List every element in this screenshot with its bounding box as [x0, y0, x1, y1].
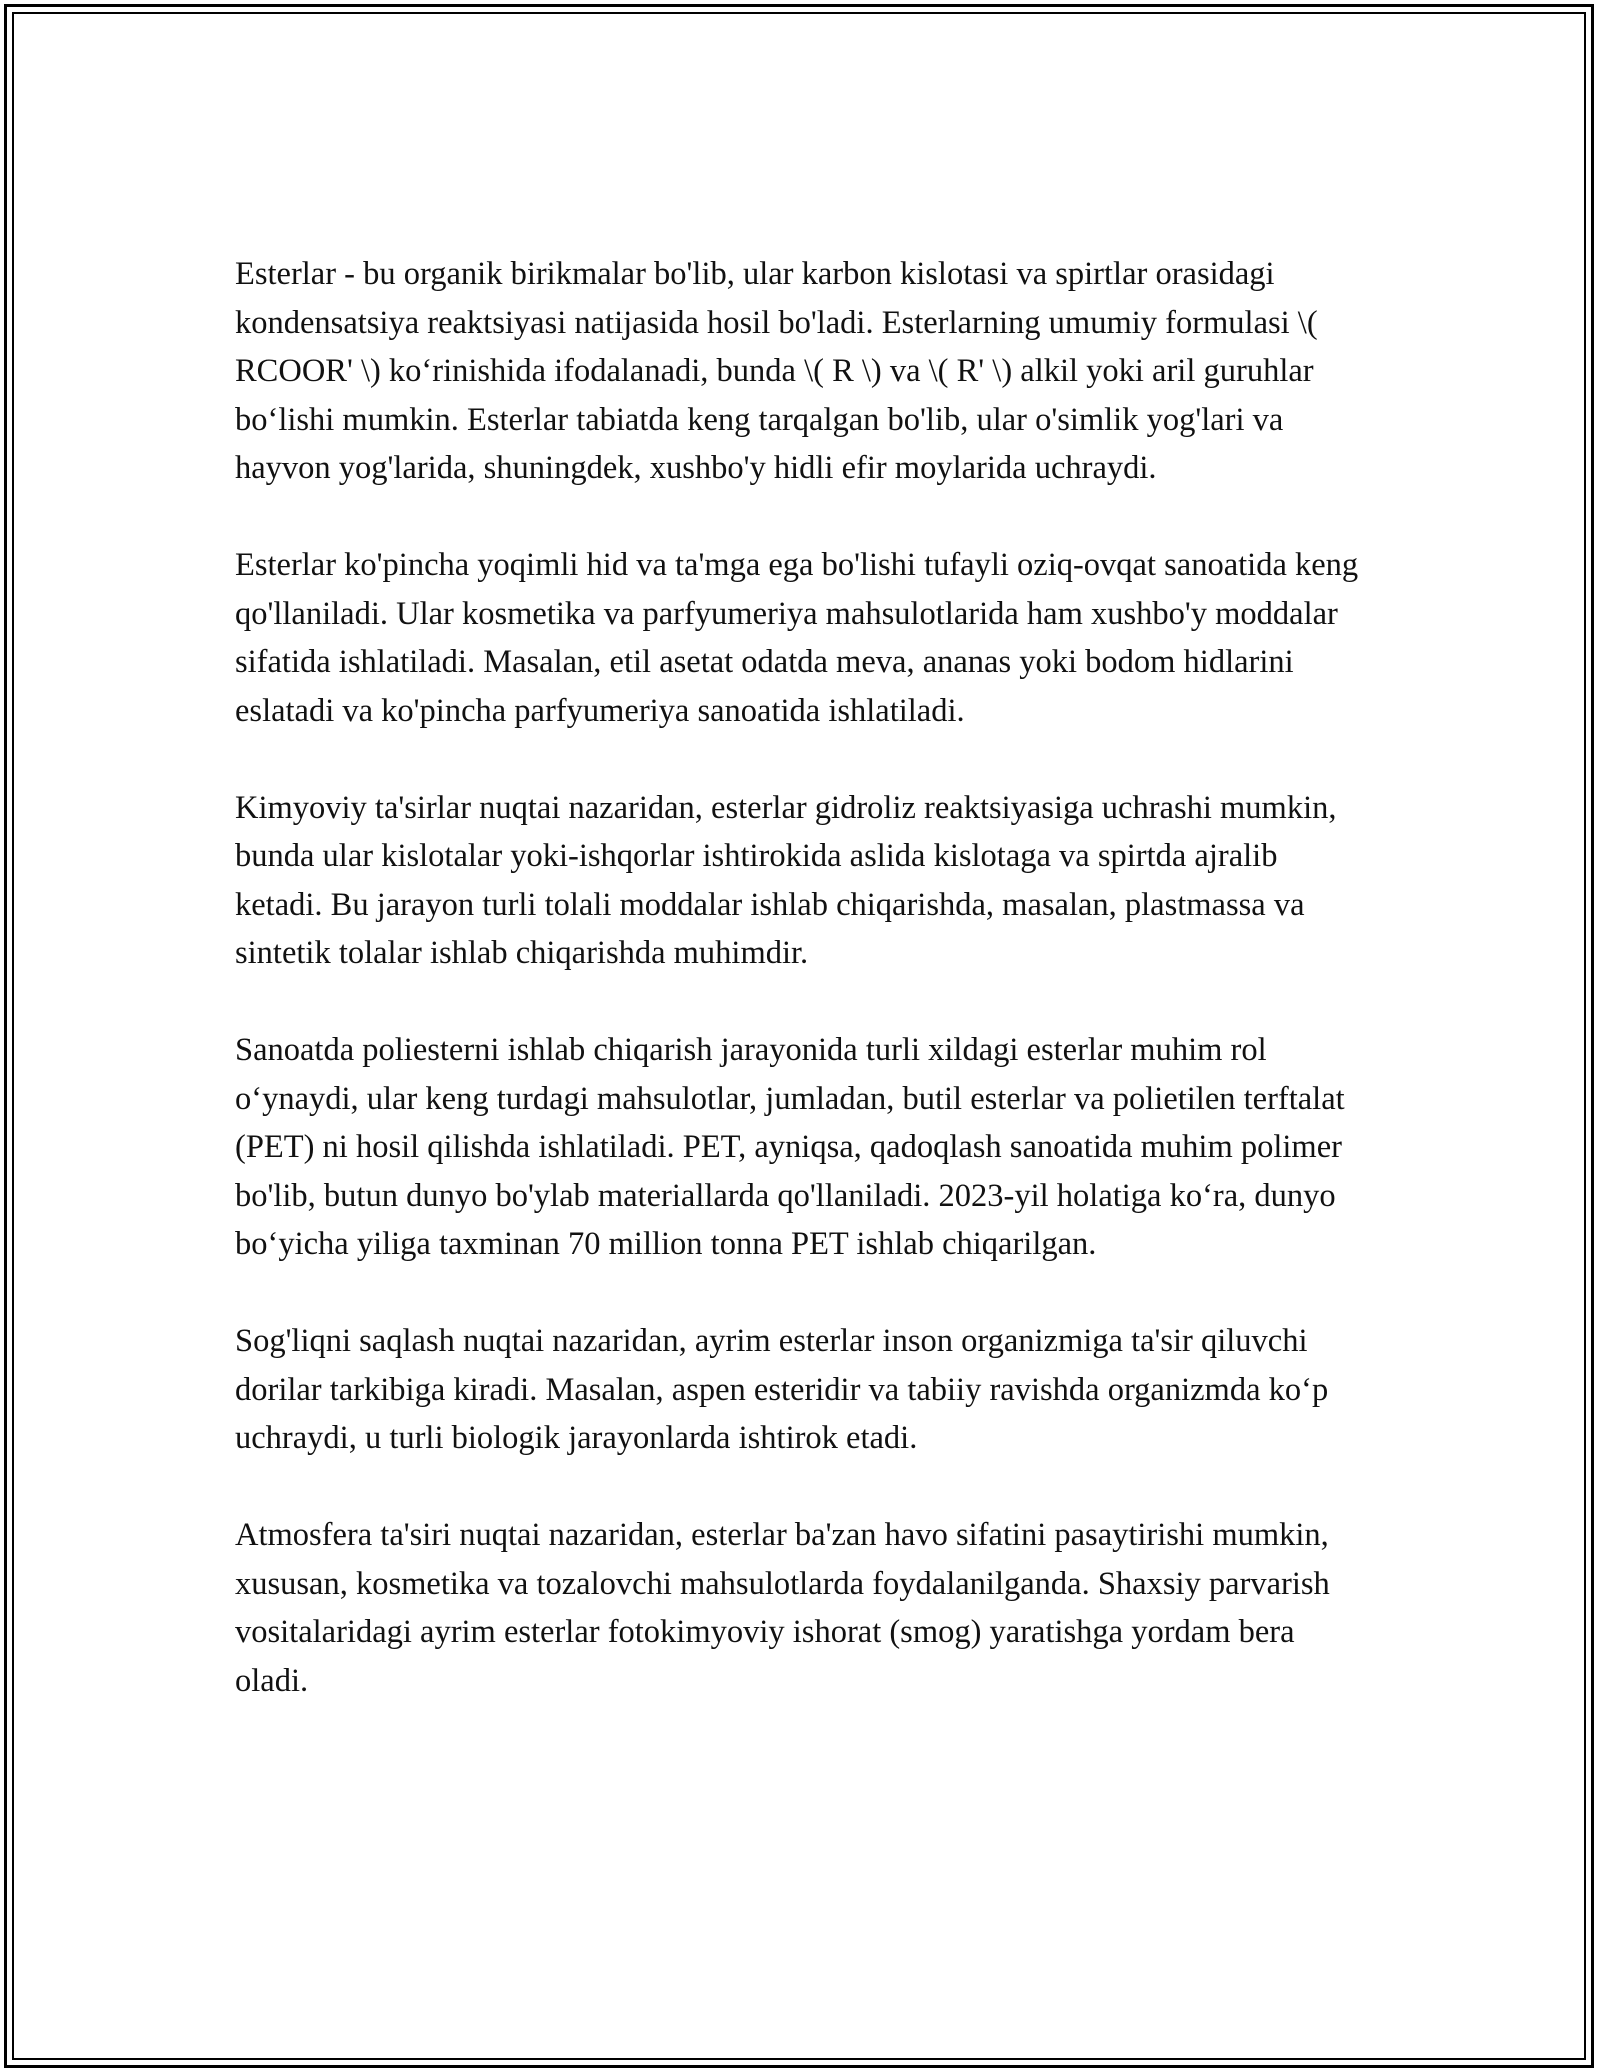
paragraph-esters-food-cosmetics: Esterlar ko'pincha yoqimli hid va ta'mga ega bo'lishi tufayli oziq-ovqat sanoatida keng qo'llaniladi. Ular kosmetika va parfyumeriya mahsulotlarida ham xushbo'y moddalar sifatida ishlatiladi. Masalan, etil asetat odatda meva, ananas yoki bodom hidlarini eslatadi va ko'pincha parfyumeriya sanoatida ishlatiladi.	[235, 547, 1359, 729]
paragraph-esters-definition: Esterlar - bu organik birikmalar bo'lib, ular karbon kislotasi va spirtlar orasidagi kondensatsiya reaktsiyasi natijasida hosil bo'ladi. Esterlarning umumiy formulasi \( RCOOR' \) ko‘rinishida ifodalanadi, bunda \( R \) va \( R' \) alkil yoki aril guruhlar bo‘lishi mumkin. Esterlar tabiatda keng tarqalgan bo'lib, ular o'simlik yog'lari va hayvon yog'larida, shuningdek, xushbo'y hidli efir moylarida uchraydi.	[235, 256, 1318, 486]
paragraph-esters-hydrolysis: Kimyoviy ta'sirlar nuqtai nazaridan, esterlar gidroliz reaktsiyasiga uchrashi mumkin, bunda ular kislotalar yoki-ishqorlar ishtirokida aslida kislotaga va spirtda ajralib ketadi. Bu jarayon turli tolali moddalar ishlab chiqarishda, masalan, plastmassa va sintetik tolalar ishlab chiqarishda muhimdir.	[235, 789, 1337, 971]
paragraph-esters-atmosphere: Atmosfera ta'siri nuqtai nazaridan, esterlar ba'zan havo sifatini pasaytirishi mumkin, xususan, kosmetika va tozalovchi mahsulotlarda foydalanilganda. Shaxsiy parvarish vositalaridagi ayrim esterlar fotokimyoviy ishorat (smog) yaratishga yordam bera oladi.	[235, 1517, 1330, 1699]
document-body	[235, 250, 1365, 1754]
paragraph-esters-health: Sog'liqni saqlash nuqtai nazaridan, ayrim esterlar inson organizmiga ta'sir qiluvchi dorilar tarkibiga kiradi. Masalan, aspen esteridir va tabiiy ravishda organizmda ko‘p uchraydi, u turli biologik jarayonlarda ishtirok etadi.	[235, 1323, 1329, 1456]
paragraph-esters-polyester-industry: Sanoatda poliesterni ishlab chiqarish jarayonida turli xildagi esterlar muhim rol o‘ynaydi, ular keng turdagi mahsulotlar, jumladan, butil esterlar va polietilen terftalat (PET) ni hosil qilishda ishlatiladi. PET, ayniqsa, qadoqlash sanoatida muhim polimer bo'lib, butun dunyo bo'ylab materiallarda qo'llaniladi. 2023-yil holatiga ko‘ra, dunyo bo‘yicha yiliga taxminan 70 million tonna PET ishlab chiqarilgan.	[235, 1032, 1345, 1262]
